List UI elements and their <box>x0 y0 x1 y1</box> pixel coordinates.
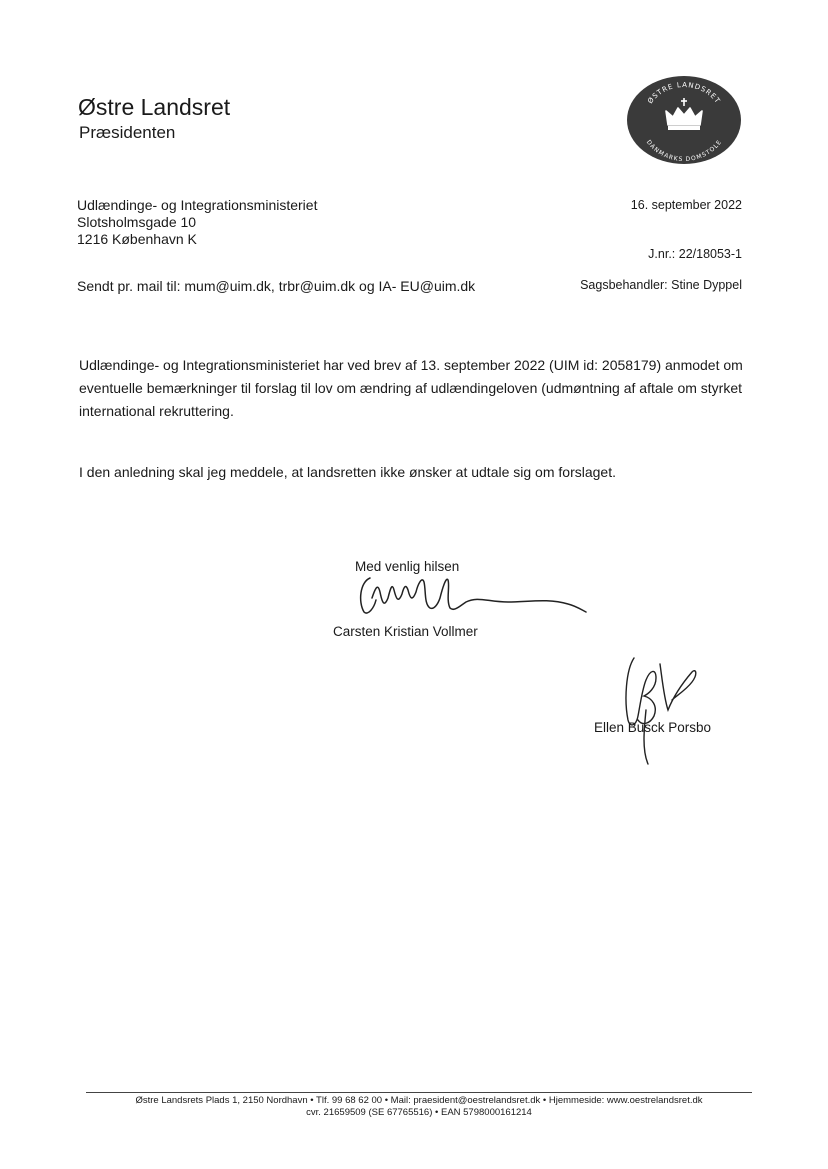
recipient-line: Slotsholmsgade 10 <box>77 214 197 230</box>
recipient-address <box>77 197 317 248</box>
signer-1-name: Carsten Kristian Vollmer <box>333 624 478 639</box>
footer-contact-line: Østre Landsrets Plads 1, 2150 Nordhavn • Tlf. 99 68 62 00 • Mail: praesident@oestrelandsret.dk • Hjemmeside: www.oestrelandsret.dk <box>135 1095 703 1106</box>
footer-divider <box>86 1092 752 1093</box>
footer <box>86 1095 752 1119</box>
body-paragraph-1: Udlændinge- og Integrationsministeriet har ved brev af 13. september 2022 (UIM id: 2058179) anmodet om eventuelle bemærkninger til forslag til lov om ændring af udlændingeloven (udmøntning af aftale om styrket international rekruttering. <box>79 357 743 419</box>
svg-text:ØSTRE LANDSRET: ØSTRE LANDSRET <box>646 80 722 106</box>
body-paragraph-2: I den anledning skal jeg meddele, at landsretten ikke ønsker at udtale sig om forslaget. <box>79 464 616 480</box>
case-handler: Sagsbehandler: Stine Dyppel <box>580 278 742 292</box>
closing-greeting: Med venlig hilsen <box>355 559 460 574</box>
signer-2-name: Ellen Busck Porsbo <box>594 720 712 735</box>
recipient-line: Udlændinge- og Integrationsministeriet <box>77 197 318 213</box>
court-seal-logo <box>626 75 742 165</box>
court-subtitle: Præsidenten <box>79 123 176 142</box>
court-name: Østre Landsret <box>78 94 231 120</box>
signature-2 <box>606 650 714 770</box>
journal-number: J.nr.: 22/18053-1 <box>648 247 742 261</box>
footer-registration-line: cvr. 21659509 (SE 67765516) • EAN 5798000161214 <box>306 1107 532 1118</box>
signature-1 <box>348 568 593 620</box>
letter-date: 16. september 2022 <box>630 198 742 212</box>
recipient-line: 1216 København K <box>77 231 197 247</box>
svg-text:DANMARKS DOMSTOLE: DANMARKS DOMSTOLE <box>644 138 724 164</box>
sent-to-line: Sendt pr. mail til: mum@uim.dk, trbr@uim.dk og IA- EU@uim.dk <box>77 278 476 294</box>
